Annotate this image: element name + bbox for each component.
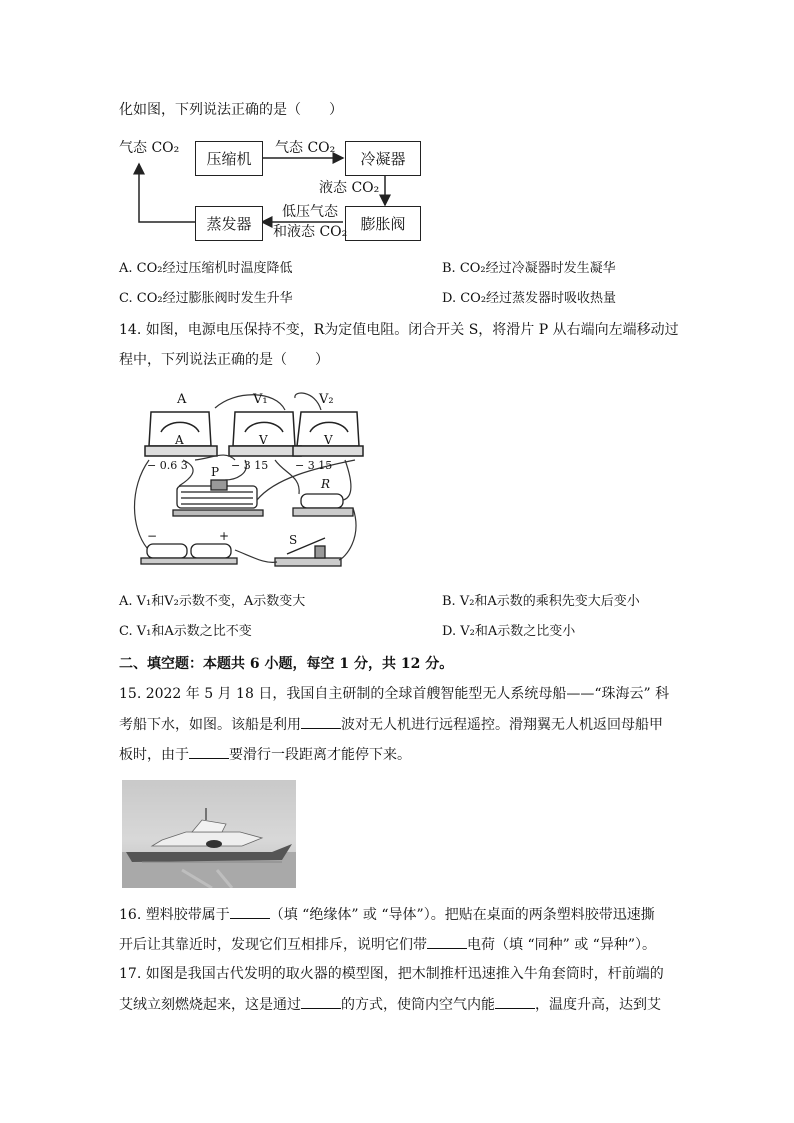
q17-line2-part2: 的方式，使筒内空气内能: [341, 997, 495, 1013]
q13-option-c: C. CO₂经过膨胀阀时发生升华: [119, 291, 293, 306]
voltmeter-v2-terminals: − 3 15: [295, 459, 333, 472]
q17-line2-part3: ，温度升高，达到艾: [535, 997, 661, 1013]
expansion-valve-box: [345, 206, 421, 241]
compressor-box: [195, 141, 263, 176]
expansion-valve-label: 膨胀阀: [360, 215, 406, 233]
resistor-body: [293, 494, 353, 516]
ship-photo: [122, 780, 296, 888]
q15-blank-1[interactable]: [301, 714, 341, 729]
q13-option-d: D. CO₂经过蒸发器时吸收热量: [442, 291, 617, 306]
q13-option-a: A. CO₂经过压缩机时温度降低: [119, 261, 293, 276]
voltmeter-v1-terminals: − 3 15: [231, 459, 269, 472]
switch-body: [275, 538, 341, 566]
q15-blank-2[interactable]: [189, 744, 229, 759]
voltmeter-v2-label: V₂: [319, 392, 334, 407]
section2-heading: 二、填空题：本题共 6 小题，每空 1 分，共 12 分。: [119, 656, 454, 672]
ammeter-label: A: [177, 392, 187, 407]
q15-line3: [119, 744, 411, 765]
switch-label: S: [289, 533, 298, 547]
q15-line1: 15. 2022 年 5 月 18 日，我国自主研制的全球首艘智能型无人系统母船——“珠海云” 科: [119, 686, 670, 702]
voltmeter-v1-label: V₁: [253, 392, 268, 407]
label-gas-co2-left: 气态 CO₂: [119, 140, 180, 156]
q15-line3-part1: 板时，由于: [119, 747, 189, 763]
compressor-label: 压缩机: [206, 150, 252, 168]
q16-line1-part1: 16. 塑料胶带属于: [119, 907, 230, 923]
battery-plus-label: +: [219, 529, 230, 543]
rheostat-body: [173, 480, 263, 516]
q16-blank-1[interactable]: [230, 904, 270, 919]
label-liquid-co2: 液态 CO₂: [319, 180, 380, 196]
q16-line1: [119, 904, 655, 925]
q15-line2-part2: 波对无人机进行远程遥控。滑翔翼无人机返回母船甲: [341, 717, 663, 733]
q16-blank-2[interactable]: [427, 934, 467, 949]
q14-option-c: C. V₁和A示数之比不变: [119, 624, 252, 639]
q17-blank-2[interactable]: [495, 994, 535, 1009]
battery-body: [141, 544, 237, 564]
q17-line2: [119, 994, 661, 1015]
slider-label: P: [211, 465, 220, 479]
battery-minus-label: −: [147, 529, 158, 543]
q13-option-b: B. CO₂经过冷凝器时发生凝华: [442, 261, 616, 276]
label-gas-co2-top: 气态 CO₂: [275, 140, 336, 156]
q15-line2: [119, 714, 663, 735]
q14-option-b: B. V₂和A示数的乘积先变大后变小: [442, 594, 640, 609]
voltmeter-v2-dial-label: V: [324, 433, 333, 447]
q14-stem-line1: 14. 如图，电源电压保持不变，R为定值电阻。闭合开关 S，将滑片 P 从右端向左端移动过: [119, 322, 679, 338]
q16-line2: [119, 934, 656, 955]
q15-line2-part1: 考船下水，如图。该船是利用: [119, 717, 301, 733]
label-low-pressure-2: 和液态 CO₂: [273, 224, 348, 240]
ammeter-terminals: − 0.6 3: [147, 459, 188, 472]
q14-option-a: A. V₁和V₂示数不变，A示数变大: [119, 594, 306, 609]
evaporator-box: [195, 206, 263, 241]
q17-line1: 17. 如图是我国古代发明的取火器的模型图，把木制推杆迅速推入牛角套筒时，杆前端的: [119, 966, 664, 982]
ship-drawing: [122, 780, 296, 888]
q17-blank-1[interactable]: [301, 994, 341, 1009]
q16-line2-part2: 电荷（填 “同种” 或 “异种”）。: [467, 937, 656, 953]
condenser-box: [345, 141, 421, 176]
q14-stem-line2: 程中，下列说法正确的是（ ）: [119, 352, 329, 368]
co2-cycle-diagram: [115, 132, 435, 252]
evaporator-label: 蒸发器: [206, 215, 252, 233]
q15-line3-part2: 要滑行一段距离才能停下来。: [229, 747, 411, 763]
voltmeter-v1-dial-label: V: [259, 433, 268, 447]
q16-line1-part2: （填 “绝缘体” 或 “导体”）。把贴在桌面的两条塑料胶带迅速撕: [269, 907, 655, 923]
q14-option-d: D. V₂和A示数之比变小: [442, 624, 576, 639]
ammeter-dial-label: A: [175, 433, 184, 447]
q17-line2-part1: 艾绒立刻燃烧起来，这是通过: [119, 997, 301, 1013]
q13-stem: 化如图，下列说法正确的是（ ）: [119, 102, 343, 118]
condenser-label: 冷凝器: [360, 150, 406, 168]
resistor-label: R: [321, 477, 331, 491]
label-low-pressure-1: 低压气态: [282, 204, 338, 220]
circuit-figure: [125, 388, 365, 578]
q16-line2-part1: 开后让其靠近时，发现它们互相排斥，说明它们带: [119, 937, 427, 953]
